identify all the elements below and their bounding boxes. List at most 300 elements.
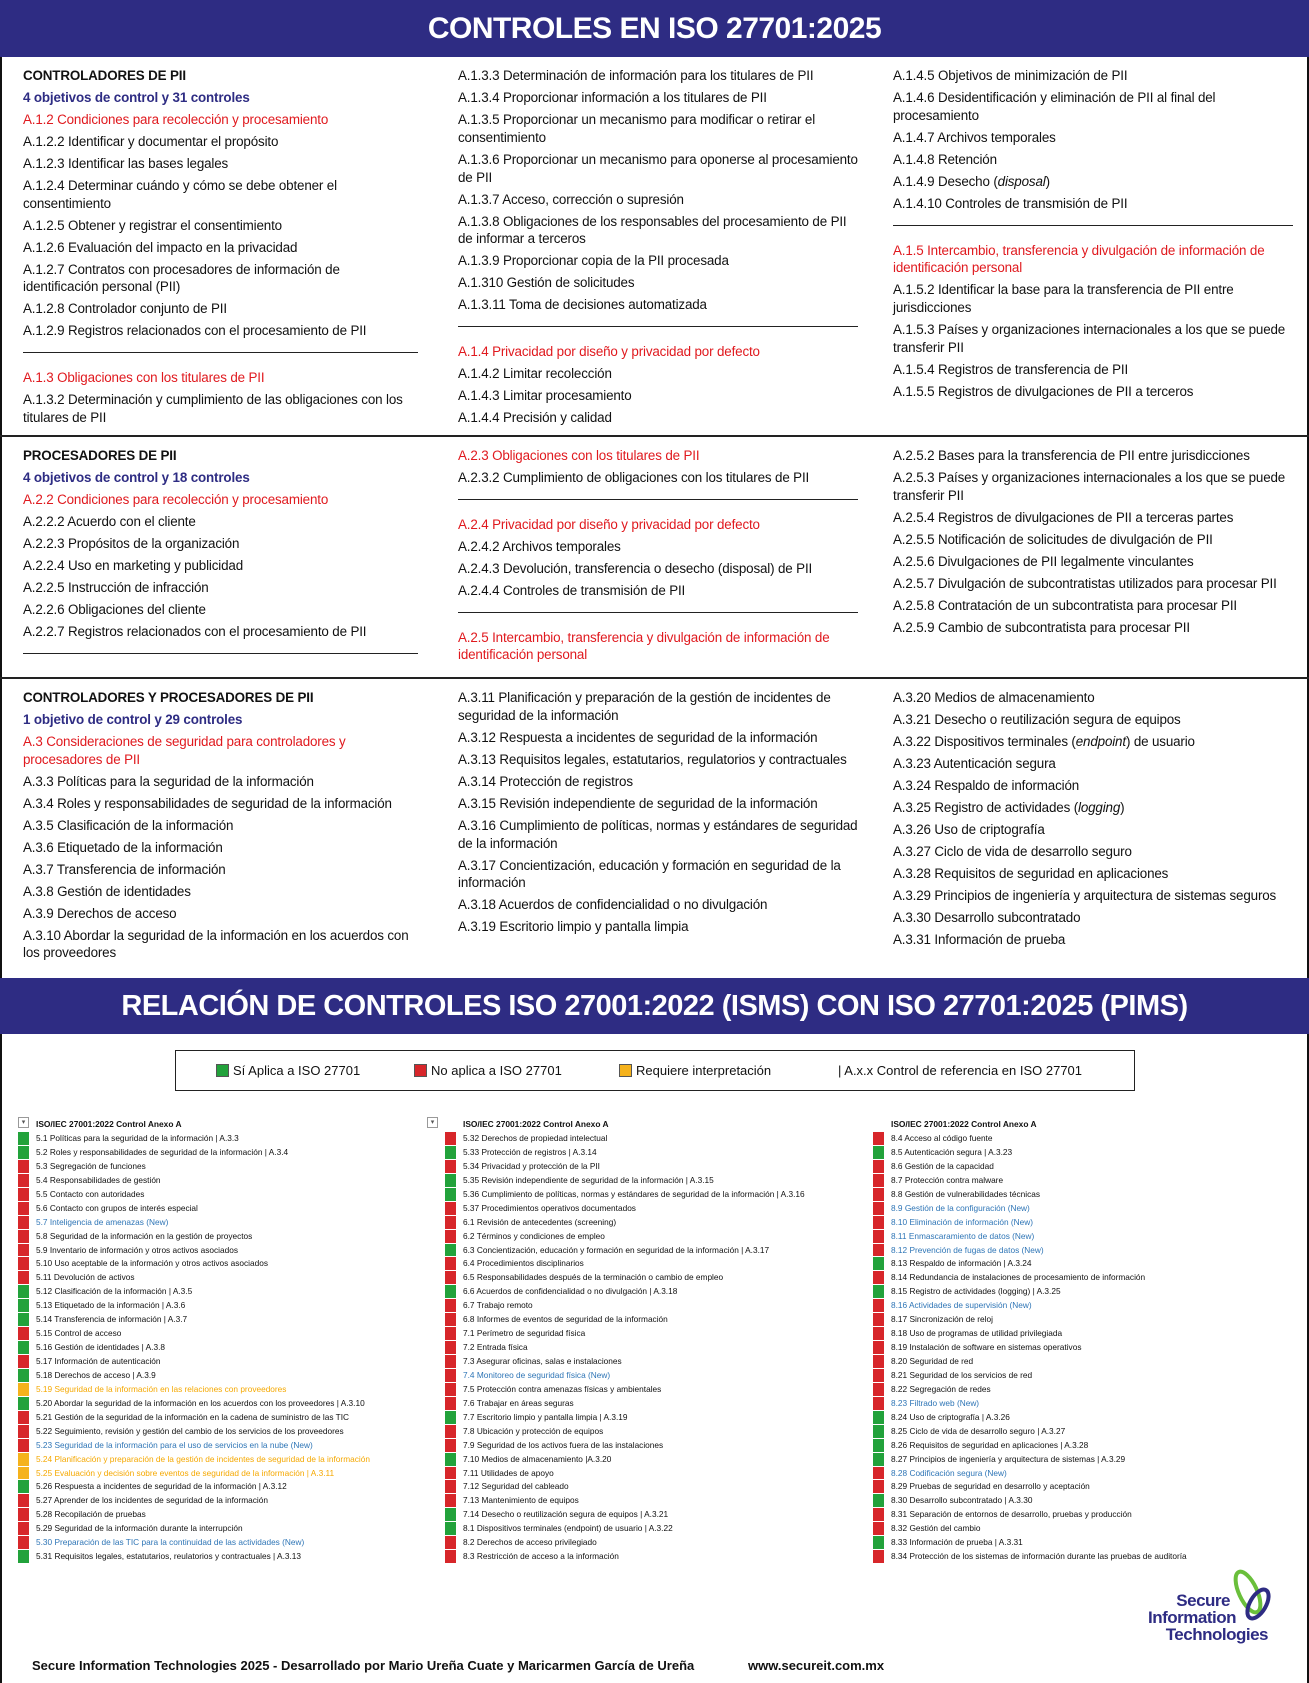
control-item: A.1.3.4 Proporcionar información a los titulares de PII — [458, 89, 767, 105]
control-item: A.1.3.6 Proporcionar un mecanismo para oponerse al procesamiento de PII — [458, 151, 858, 185]
yellow-square-icon — [619, 1064, 632, 1077]
applies-status-icon — [873, 1285, 884, 1299]
applies-status-icon — [18, 1132, 29, 1146]
logo-text-secure: Secure — [1176, 1591, 1230, 1610]
row-label: 7.4 Monitoreo de seguridad física (New) — [463, 1369, 611, 1380]
row-label: 5.23 Seguridad de la información para el uso de servicios en la nube (New) — [36, 1439, 313, 1450]
table-row — [445, 1467, 855, 1481]
applies-status-icon — [18, 1285, 29, 1299]
row-label: 7.3 Asegurar oficinas, salas e instalaciones — [463, 1356, 622, 1366]
column — [23, 447, 418, 670]
table-rows — [445, 1132, 855, 1564]
control-item: A.1.4.10 Controles de transmisión de PII — [893, 195, 1128, 211]
row-label: 5.8 Seguridad de la información en la gestión de proyectos — [36, 1230, 253, 1241]
section-divider — [458, 326, 858, 327]
table-row — [445, 1313, 855, 1327]
table-row — [445, 1160, 855, 1174]
table-row — [873, 1285, 1283, 1299]
not-applies-status-icon — [445, 1425, 456, 1439]
applies-status-icon — [18, 1397, 29, 1411]
row-label: 5.19 Seguridad de la información en las relaciones con proveedores — [36, 1383, 287, 1394]
row-label: 8.21 Seguridad de los servicios de red — [891, 1369, 1033, 1380]
control-item: A.3.17 Concientización, educación y formación en seguridad de la información — [458, 857, 841, 891]
section-divider — [458, 499, 858, 500]
row-label: 8.13 Respaldo de información | A.3.24 — [891, 1258, 1032, 1269]
table-row — [873, 1244, 1283, 1258]
table-row — [18, 1202, 428, 1216]
not-applies-status-icon — [873, 1299, 884, 1313]
not-applies-status-icon — [18, 1202, 29, 1216]
table-row — [18, 1216, 428, 1230]
not-applies-status-icon — [445, 1216, 456, 1230]
control-item: A.1.3.9 Proporcionar copia de la PII procesada — [458, 253, 729, 269]
row-label: 5.10 Uso aceptable de la información y otros activos asociados — [36, 1258, 268, 1269]
table-row — [873, 1550, 1283, 1564]
row-label: 5.1 Políticas para la seguridad de la información | A.3.3 — [36, 1133, 239, 1143]
control-item: A.1.3.11 Toma de decisiones automatizada — [458, 297, 707, 313]
table-row — [873, 1383, 1283, 1397]
control-item: A.3.14 Protección de registros — [458, 773, 633, 789]
table-row — [18, 1341, 428, 1355]
table-row — [873, 1313, 1283, 1327]
table-row — [873, 1508, 1283, 1522]
row-label: 8.22 Segregación de redes — [891, 1383, 991, 1394]
not-applies-status-icon — [18, 1160, 29, 1174]
table-row — [18, 1508, 428, 1522]
row-label: 8.8 Gestión de vulnerabilidades técnicas — [891, 1188, 1040, 1199]
control-item: A.1.4.4 Precisión y calidad — [458, 410, 612, 426]
control-item: A.2.5.5 Notificación de solicitudes de divulgación de PII — [893, 531, 1213, 547]
table-row — [873, 1411, 1283, 1425]
table-row — [873, 1397, 1283, 1411]
row-label: 7.12 Seguridad del cableado — [463, 1481, 569, 1492]
applies-status-icon — [873, 1536, 884, 1550]
column — [893, 67, 1293, 405]
applies-status-icon — [873, 1257, 884, 1271]
row-label: 7.7 Escritorio limpio y pantalla limpia | A.3.19 — [463, 1411, 628, 1422]
applies-status-icon — [445, 1522, 456, 1536]
table-row — [18, 1369, 428, 1383]
row-label: 5.33 Protección de registros | A.3.14 — [463, 1146, 597, 1157]
section-controllers-processors — [0, 679, 1309, 978]
table-row — [873, 1480, 1283, 1494]
legend — [175, 1050, 1135, 1091]
row-label: 8.19 Instalación de software en sistemas operativos — [891, 1342, 1082, 1353]
row-label: 5.20 Abordar la seguridad de la información en los acuerdos con los proveedores | A.3.10 — [36, 1397, 365, 1408]
table-row — [873, 1230, 1283, 1244]
control-item: A.3.23 Autenticación segura — [893, 755, 1056, 771]
not-applies-status-icon — [873, 1522, 884, 1536]
row-label: 5.12 Clasificación de la información | A.3.5 — [36, 1286, 193, 1297]
column — [23, 689, 418, 966]
section-divider — [458, 612, 858, 613]
table-row — [18, 1355, 428, 1369]
not-applies-status-icon — [445, 1132, 456, 1146]
not-applies-status-icon — [873, 1369, 884, 1383]
control-item: A.1.3.5 Proporcionar un mecanismo para modificar o retirar el consentimiento — [458, 111, 816, 145]
row-label: 5.24 Planificación y preparación de la gestión de incidentes de seguridad de la información — [36, 1453, 370, 1464]
logo-text-information: Information — [1148, 1608, 1236, 1627]
table-row — [445, 1508, 855, 1522]
red-square-icon — [414, 1064, 427, 1077]
table-row — [445, 1397, 855, 1411]
row-label: 5.6 Contacto con grupos de interés especial — [36, 1202, 198, 1213]
control-item: A.3.9 Derechos de acceso — [23, 905, 177, 921]
table-row — [873, 1369, 1283, 1383]
interpretation-status-icon — [18, 1383, 29, 1397]
footer-credit: Secure Information Technologies 2025 - Desarrollado por Mario Ureña Cuate y Maricarmen García de Ureña — [32, 1658, 695, 1673]
control-item: A.1.2.3 Identificar las bases legales — [23, 155, 229, 171]
table-row — [18, 1425, 428, 1439]
table-row — [873, 1257, 1283, 1271]
table-header: ISO/IEC 27001:2022 Control Anexo A — [463, 1119, 609, 1129]
row-label: 5.17 Información de autenticación — [36, 1356, 161, 1366]
table-row — [445, 1285, 855, 1299]
not-applies-status-icon — [445, 1257, 456, 1271]
control-item: A.1.2.7 Contratos con procesadores de información de identificación personal (PII) — [23, 261, 340, 295]
row-label: 8.14 Redundancia de instalaciones de procesamiento de información — [891, 1272, 1146, 1283]
table-row — [18, 1480, 428, 1494]
control-objective: A.1.4 Privacidad por diseño y privacidad por defecto — [458, 344, 760, 360]
control-item: A.1.2.8 Controlador conjunto de PII — [23, 301, 227, 317]
control-item: A.2.5.2 Bases para la transferencia de PII entre jurisdicciones — [893, 448, 1250, 463]
row-label: 6.3 Concientización, educación y formación en seguridad de la información | A.3.17 — [463, 1244, 770, 1255]
table-row — [445, 1355, 855, 1369]
footer-website-link[interactable]: www.secureit.com.mx — [748, 1658, 885, 1673]
not-applies-status-icon — [18, 1244, 29, 1258]
control-objective: A.1.5 Intercambio, transferencia y divulgación de información de identificación personal — [893, 242, 1265, 276]
not-applies-status-icon — [873, 1132, 884, 1146]
row-label: 7.13 Mantenimiento de equipos — [463, 1495, 579, 1506]
not-applies-status-icon — [445, 1160, 456, 1174]
not-applies-status-icon — [873, 1397, 884, 1411]
applies-status-icon — [445, 1411, 456, 1425]
table-row — [18, 1397, 428, 1411]
table-row — [18, 1188, 428, 1202]
table-row — [18, 1383, 428, 1397]
filter-dropdown-icon[interactable]: ▾ — [18, 1117, 29, 1128]
control-objective: A.2.5 Intercambio, transferencia y divulgación de información de identificación personal — [458, 629, 830, 663]
table-row — [445, 1439, 855, 1453]
row-label: 8.17 Sincronización de reloj — [891, 1314, 993, 1325]
not-applies-status-icon — [873, 1160, 884, 1174]
row-label: 5.2 Roles y responsabilidades de seguridad de la información | A.3.4 — [36, 1146, 289, 1157]
row-label: 5.29 Seguridad de la información durante la interrupción — [36, 1523, 243, 1534]
row-label: 5.22 Seguimiento, revisión y gestión del cambio de los servicios de los proveedores — [36, 1425, 344, 1436]
legend-not-applies: No aplica a ISO 27701 — [414, 1063, 562, 1078]
control-item: A.3.21 Desecho o reutilización segura de equipos — [893, 711, 1181, 727]
control-item: A.3.12 Respuesta a incidentes de seguridad de la información — [458, 729, 818, 745]
control-item: A.2.2.7 Registros relacionados con el procesamiento de PII — [23, 623, 367, 639]
control-item: A.3.6 Etiquetado de la información — [23, 839, 223, 855]
row-label: 6.2 Términos y condiciones de empleo — [463, 1230, 605, 1241]
not-applies-status-icon — [445, 1397, 456, 1411]
row-label: 7.1 Perímetro de seguridad física — [463, 1328, 586, 1339]
control-item: A.1.3.3 Determinación de información para los titulares de PII — [458, 68, 814, 83]
not-applies-status-icon — [873, 1327, 884, 1341]
applies-status-icon — [873, 1453, 884, 1467]
table-row — [873, 1453, 1283, 1467]
control-item: A.3.18 Acuerdos de confidencialidad o no divulgación — [458, 897, 768, 913]
row-label: 8.1 Dispositivos terminales (endpoint) de usuario | A.3.22 — [463, 1523, 673, 1534]
not-applies-status-icon — [445, 1383, 456, 1397]
row-label: 8.10 Eliminación de información (New) — [891, 1216, 1034, 1227]
table-row — [445, 1299, 855, 1313]
section-controllers — [0, 57, 1309, 437]
row-label: 5.21 Gestión de la seguridad de la información en la cadena de suministro de las TIC — [36, 1411, 350, 1422]
table-row — [18, 1327, 428, 1341]
row-label: 5.3 Segregación de funciones — [36, 1160, 146, 1171]
row-label: 7.8 Ubicación y protección de equipos — [463, 1425, 604, 1436]
table-row — [18, 1494, 428, 1508]
row-label: 8.9 Gestión de la configuración (New) — [891, 1202, 1030, 1213]
table-row — [445, 1480, 855, 1494]
section-heading: PROCESADORES DE PII — [23, 448, 177, 463]
table-row — [873, 1174, 1283, 1188]
control-item: A.1.4.9 Desecho (disposal) — [893, 173, 1050, 189]
row-label: 5.35 Revisión independiente de seguridad de la información | A.3.15 — [463, 1174, 714, 1185]
control-item: A.3.25 Registro de actividades (logging) — [893, 799, 1125, 815]
control-item: A.3.8 Gestión de identidades — [23, 883, 191, 899]
row-label: 8.28 Codificación segura (New) — [891, 1467, 1007, 1478]
control-item: A.3.30 Desarrollo subcontratado — [893, 909, 1081, 925]
not-applies-status-icon — [873, 1271, 884, 1285]
objective-count: 4 objetivos de control y 18 controles — [23, 469, 250, 485]
not-applies-status-icon — [873, 1174, 884, 1188]
row-label: 8.3 Restricción de acceso a la información — [463, 1551, 619, 1562]
not-applies-status-icon — [873, 1188, 884, 1202]
control-item: A.2.4.4 Controles de transmisión de PII — [458, 582, 686, 598]
table-column — [18, 1118, 428, 1564]
table-row — [873, 1494, 1283, 1508]
table-row — [18, 1453, 428, 1467]
column — [893, 447, 1293, 641]
table-row — [873, 1132, 1283, 1146]
table-rows — [18, 1132, 428, 1564]
row-label: 8.27 Principios de ingeniería y arquitectura de sistemas | A.3.29 — [891, 1453, 1126, 1464]
section-divider — [23, 352, 418, 353]
table-row — [18, 1271, 428, 1285]
control-item: A.2.2.6 Obligaciones del cliente — [23, 601, 206, 617]
control-item: A.2.5.4 Registros de divulgaciones de PII a terceras partes — [893, 509, 1234, 525]
table-row — [873, 1467, 1283, 1481]
objective-count: 1 objetivo de control y 29 controles — [23, 711, 243, 727]
row-label: 8.16 Actividades de supervisión (New) — [891, 1300, 1032, 1311]
table-row — [18, 1536, 428, 1550]
control-item: A.2.5.3 Países y organizaciones internacionales a los que se puede transferir PII — [893, 469, 1286, 503]
not-applies-status-icon — [873, 1550, 884, 1564]
not-applies-status-icon — [18, 1188, 29, 1202]
control-item: A.1.3.7 Acceso, corrección o supresión — [458, 191, 684, 207]
table-row — [445, 1411, 855, 1425]
not-applies-status-icon — [18, 1230, 29, 1244]
control-item: A.3.3 Políticas para la seguridad de la información — [23, 773, 314, 789]
row-label: 8.26 Requisitos de seguridad en aplicaciones | A.3.28 — [891, 1439, 1089, 1450]
not-applies-status-icon — [445, 1467, 456, 1481]
row-label: 5.37 Procedimientos operativos documentados — [463, 1202, 636, 1213]
row-label: 7.2 Entrada física — [463, 1342, 528, 1353]
table-column — [445, 1118, 855, 1564]
control-item: A.3.29 Principios de ingeniería y arquitectura de sistemas seguros — [893, 887, 1277, 903]
row-label: 6.6 Acuerdos de confidencialidad o no divulgación | A.3.18 — [463, 1286, 678, 1297]
control-item: A.2.2.2 Acuerdo con el cliente — [23, 513, 196, 529]
applies-status-icon — [873, 1425, 884, 1439]
not-applies-status-icon — [445, 1313, 456, 1327]
table-row — [18, 1132, 428, 1146]
table-row — [18, 1285, 428, 1299]
not-applies-status-icon — [18, 1508, 29, 1522]
table-row — [445, 1132, 855, 1146]
table-row — [18, 1257, 428, 1271]
filter-dropdown-icon[interactable]: ▾ — [427, 1117, 438, 1128]
column — [458, 689, 858, 940]
not-applies-status-icon — [18, 1411, 29, 1425]
control-item: A.1.4.3 Limitar procesamiento — [458, 388, 632, 404]
not-applies-status-icon — [873, 1313, 884, 1327]
legend-reference: | A.x.x Control de referencia en ISO 27701 — [838, 1063, 1083, 1078]
column — [458, 447, 858, 668]
applies-status-icon — [873, 1411, 884, 1425]
control-item: A.3.10 Abordar la seguridad de la información en los acuerdos con los proveedores — [23, 927, 409, 961]
control-item: A.3.5 Clasificación de la información — [23, 817, 234, 833]
table-row — [445, 1453, 855, 1467]
row-label: 5.25 Evaluación y decisión sobre eventos de seguridad de la información | A.3.11 — [36, 1467, 335, 1478]
not-applies-status-icon — [873, 1480, 884, 1494]
control-item: A.1.5.4 Registros de transferencia de PII — [893, 361, 1129, 377]
table-column — [873, 1118, 1283, 1564]
control-item: A.1.3.2 Determinación y cumplimiento de las obligaciones con los titulares de PII — [23, 392, 403, 426]
table-row — [18, 1522, 428, 1536]
control-item: A.3.4 Roles y responsabilidades de seguridad de la información — [23, 795, 392, 811]
table-row — [18, 1299, 428, 1313]
table-row — [445, 1146, 855, 1160]
row-label: 5.26 Respuesta a incidentes de seguridad de la información | A.3.12 — [36, 1481, 287, 1492]
objective-count: 4 objetivos de control y 31 controles — [23, 89, 250, 105]
row-label: 8.32 Gestión del cambio — [891, 1523, 981, 1534]
control-objective: A.1.3 Obligaciones con los titulares de PII — [23, 370, 265, 386]
table-row — [445, 1494, 855, 1508]
applies-status-icon — [18, 1299, 29, 1313]
row-label: 8.2 Derechos de acceso privilegiado — [463, 1537, 597, 1548]
control-item: A.2.2.4 Uso en marketing y publicidad — [23, 557, 243, 573]
table-rows — [873, 1132, 1283, 1564]
not-applies-status-icon — [18, 1355, 29, 1369]
control-item: A.2.5.9 Cambio de subcontratista para procesar PII — [893, 619, 1190, 635]
row-label: 5.15 Control de acceso — [36, 1328, 122, 1339]
table-row — [445, 1425, 855, 1439]
column — [458, 67, 858, 431]
not-applies-status-icon — [873, 1244, 884, 1258]
table-row — [18, 1411, 428, 1425]
section-heading: CONTROLADORES Y PROCESADORES DE PII — [23, 690, 314, 705]
row-label: 5.18 Derechos de acceso | A.3.9 — [36, 1369, 156, 1380]
not-applies-status-icon — [445, 1230, 456, 1244]
control-item: A.3.15 Revisión independiente de seguridad de la información — [458, 795, 818, 811]
row-label: 5.34 Privacidad y protección de la PII — [463, 1160, 600, 1171]
applies-status-icon — [445, 1508, 456, 1522]
not-applies-status-icon — [18, 1271, 29, 1285]
applies-status-icon — [873, 1494, 884, 1508]
row-label: 6.5 Responsabilidades después de la terminación o cambio de empleo — [463, 1272, 724, 1283]
row-label: 6.7 Trabajo remoto — [463, 1300, 533, 1311]
row-label: 5.4 Responsabilidades de gestión — [36, 1174, 161, 1185]
row-label: 8.33 Información de prueba | A.3.31 — [891, 1537, 1023, 1548]
table-row — [18, 1467, 428, 1481]
control-objective: A.2.2 Condiciones para recolección y procesamiento — [23, 491, 329, 507]
not-applies-status-icon — [445, 1271, 456, 1285]
row-label: 5.13 Etiquetado de la información | A.3.6 — [36, 1300, 186, 1311]
control-item: A.1.310 Gestión de solicitudes — [458, 275, 635, 291]
not-applies-status-icon — [18, 1439, 29, 1453]
control-item: A.3.24 Respaldo de información — [893, 777, 1080, 793]
table-row — [873, 1299, 1283, 1313]
control-item: A.1.4.8 Retención — [893, 151, 997, 167]
section-heading: CONTROLADORES DE PII — [23, 68, 186, 83]
control-item: A.1.5.3 Países y organizaciones internacionales a los que se puede transferir PII — [893, 322, 1286, 355]
control-item: A.1.2.5 Obtener y registrar el consentimiento — [23, 217, 282, 233]
control-item: A.1.4.6 Desidentificación y eliminación de PII al final del procesamiento — [893, 89, 1216, 123]
row-label: 5.7 Inteligencia de amenazas (New) — [36, 1216, 169, 1227]
table-row — [873, 1188, 1283, 1202]
control-item: A.3.19 Escritorio limpio y pantalla limpia — [458, 919, 689, 935]
row-label: 6.1 Revisión de antecedentes (screening) — [463, 1216, 617, 1227]
table-header: ISO/IEC 27001:2022 Control Anexo A — [36, 1119, 182, 1129]
control-item: A.1.2.4 Determinar cuándo y cómo se debe obtener el consentimiento — [23, 177, 337, 211]
table-row — [873, 1341, 1283, 1355]
control-item: A.1.2.9 Registros relacionados con el procesamiento de PII — [23, 323, 367, 339]
table-row — [445, 1257, 855, 1271]
table-row — [445, 1522, 855, 1536]
table-row — [873, 1146, 1283, 1160]
row-label: 8.31 Separación de entornos de desarrollo, pruebas y producción — [891, 1509, 1132, 1520]
row-label: 5.27 Aprender de los incidentes de seguridad de la información — [36, 1495, 269, 1506]
row-label: 5.36 Cumplimiento de políticas, normas y estándares de seguridad de la información | A.3.16 — [463, 1188, 805, 1199]
table-row — [873, 1439, 1283, 1453]
not-applies-status-icon — [18, 1327, 29, 1341]
control-item: A.3.27 Ciclo de vida de desarrollo seguro — [893, 843, 1132, 859]
applies-status-icon — [445, 1146, 456, 1160]
table-row — [445, 1369, 855, 1383]
not-applies-status-icon — [18, 1425, 29, 1439]
control-item: A.1.4.5 Objetivos de minimización de PII — [893, 68, 1128, 83]
table-row — [18, 1146, 428, 1160]
not-applies-status-icon — [873, 1341, 884, 1355]
applies-status-icon — [445, 1453, 456, 1467]
row-label: 5.5 Contacto con autoridades — [36, 1188, 145, 1199]
row-label: 7.14 Desecho o reutilización segura de equipos | A.3.21 — [463, 1509, 669, 1520]
applies-status-icon — [445, 1285, 456, 1299]
row-label: 8.23 Filtrado web (New) — [891, 1397, 980, 1408]
control-item: A.1.2.2 Identificar y documentar el propósito — [23, 133, 279, 149]
applies-status-icon — [445, 1188, 456, 1202]
not-applies-status-icon — [18, 1494, 29, 1508]
row-label: 8.29 Pruebas de seguridad en desarrollo y aceptación — [891, 1481, 1090, 1492]
control-item: A.1.4.2 Limitar recolección — [458, 366, 612, 382]
row-label: 8.12 Prevención de fugas de datos (New) — [891, 1244, 1044, 1255]
table-row — [873, 1522, 1283, 1536]
row-label: 5.9 Inventario de información y otros activos asociados — [36, 1244, 238, 1255]
row-label: 8.6 Gestión de la capacidad — [891, 1160, 994, 1171]
applies-status-icon — [18, 1550, 29, 1564]
applies-status-icon — [18, 1369, 29, 1383]
legend-applies: Sí Aplica a ISO 27701 — [216, 1063, 360, 1078]
not-applies-status-icon — [445, 1480, 456, 1494]
row-label: 8.24 Uso de criptografía | A.3.26 — [891, 1411, 1010, 1422]
row-label: 8.34 Protección de los sistemas de información durante las pruebas de auditoría — [891, 1551, 1187, 1562]
row-label: 8.5 Autenticación segura | A.3.23 — [891, 1146, 1013, 1157]
table-row — [873, 1202, 1283, 1216]
table-row — [873, 1271, 1283, 1285]
